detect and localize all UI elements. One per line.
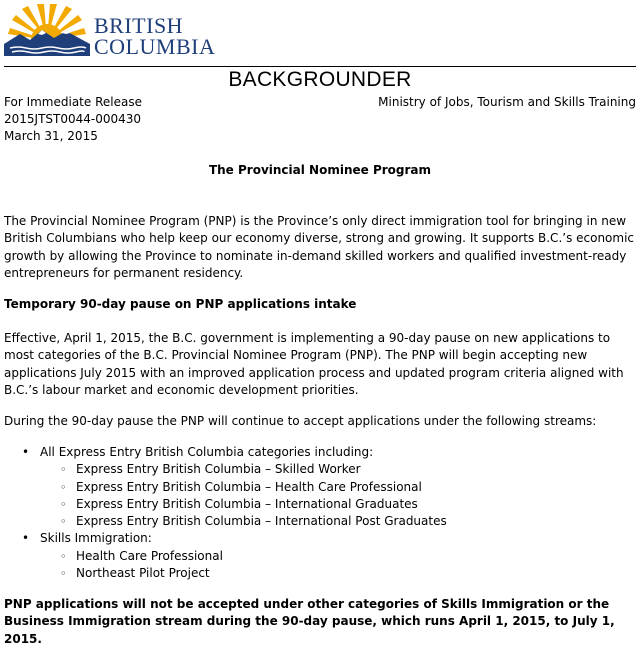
bc-sun-mountain-logo-icon (4, 4, 90, 56)
release-date: March 31, 2015 (4, 129, 98, 143)
intro-paragraph: The Provincial Nominee Program (PNP) is the Province’s only direct immigration tool for bringing in new British Columbians who help keep our economy diverse, strong and growing. It supports B.C.’s economic growth by allowing the Province to nominate in-demand skilled workers and qualified investment-ready entrepreneurs for permanent residency. (4, 214, 635, 280)
list-item: ◦ Express Entry British Columbia – International Post Graduates (40, 513, 447, 530)
closing-paragraph: PNP applications will not be accepted under other categories of Skills Immigration or the Business Immigration stream during the 90-day pause, which runs April 1, 2015, to July 1, 2015. (4, 597, 615, 646)
release-id: 2015JTST0044-000430 (4, 112, 142, 126)
bc-logo (4, 4, 216, 59)
effective-paragraph: Effective, April 1, 2015, the B.C. government is implementing a 90-day pause on new applications to most categories of the B.C. Provincial Nominee Program (PNP). The PNP will begin accepting new applications July 2015 with an improved application process and updated program criteria aligned with B.C.’s labour market and economic development priorities. (4, 331, 624, 397)
document-title: The Provincial Nominee Program (208, 163, 432, 177)
list-item: ◦ Health Care Professional (40, 548, 447, 565)
logo-line-columbia: COLUMBIA (94, 34, 216, 59)
sub-list (40, 548, 447, 583)
during-paragraph: During the 90-day pause the PNP will continue to accept applications under the following streams: (4, 414, 597, 428)
header-divider (4, 66, 636, 67)
list-item: ◦ Express Entry British Columbia – International Graduates (40, 496, 447, 513)
release-label: For Immediate Release (4, 95, 142, 109)
ministry-name: Ministry of Jobs, Tourism and Skills Training (378, 95, 636, 109)
release-meta (4, 94, 142, 145)
list-item: ◦ Express Entry British Columbia – Skilled Worker (40, 461, 447, 478)
streams-list (0, 444, 447, 582)
sub-list (40, 461, 447, 530)
backgrounder-title: BACKGROUNDER (228, 68, 412, 91)
section-heading: Temporary 90-day pause on PNP applications intake (4, 297, 357, 311)
stream-label: All Express Entry British Columbia categories including: (40, 445, 374, 459)
logo-wordmark (94, 13, 216, 59)
list-item (0, 444, 447, 530)
list-item (0, 530, 447, 582)
logo-line-british: BRITISH (94, 13, 184, 38)
list-item: ◦ Northeast Pilot Project (40, 565, 447, 582)
list-item: ◦ Express Entry British Columbia – Health Care Professional (40, 479, 447, 496)
stream-label: Skills Immigration: (40, 531, 152, 546)
